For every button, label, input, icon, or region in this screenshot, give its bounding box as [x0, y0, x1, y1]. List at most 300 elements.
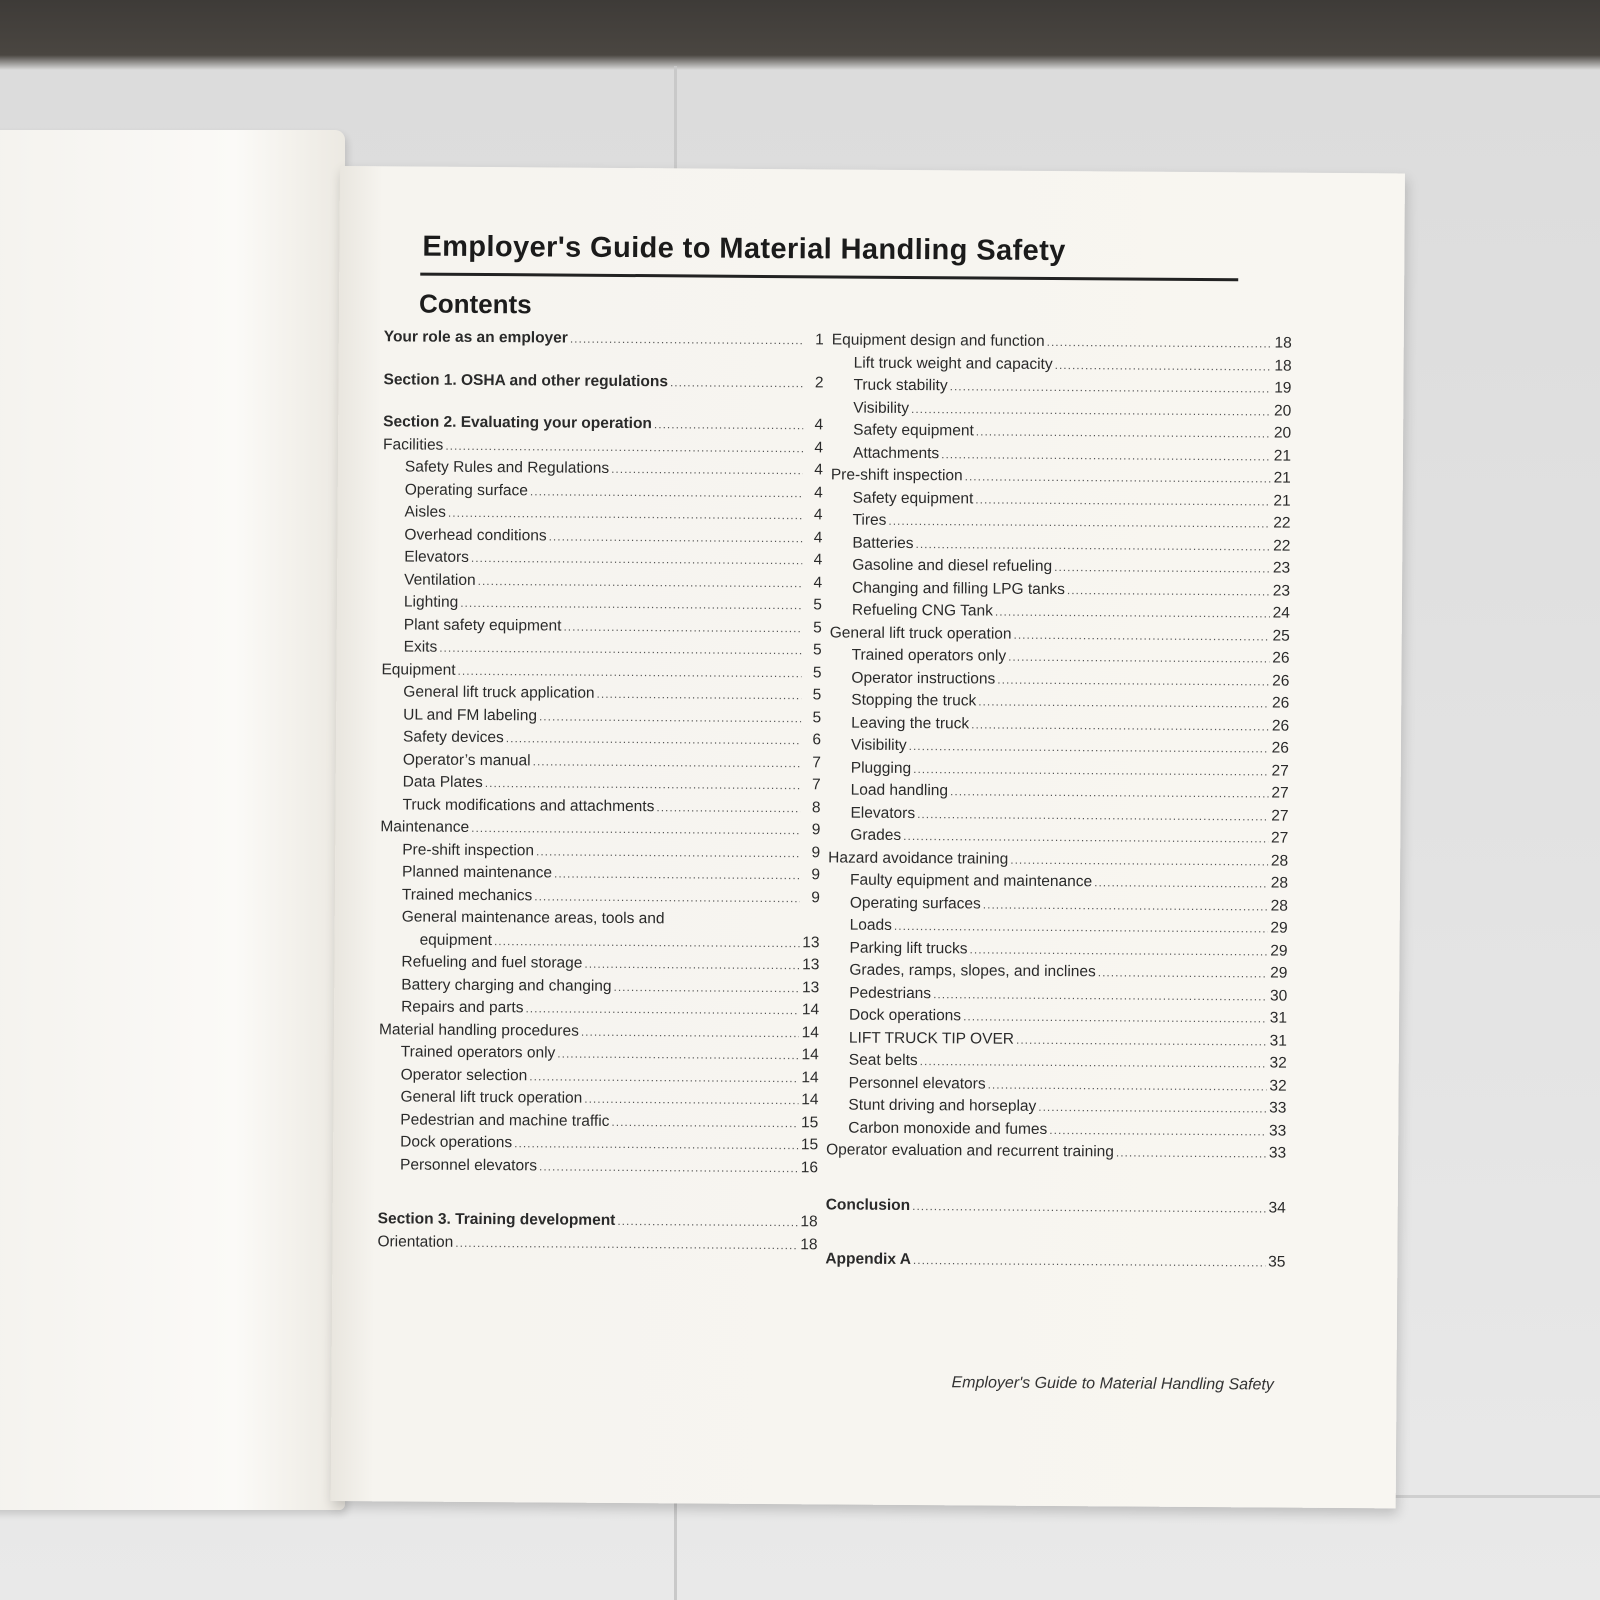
toc-dot-leader	[1038, 1100, 1266, 1116]
toc-entry-label: Operating surface	[404, 480, 529, 499]
toc-dot-leader	[909, 739, 1269, 756]
toc-entry-label: Equipment design and function	[831, 331, 1045, 350]
toc-entry	[382, 616, 822, 642]
toc-gap	[378, 1178, 818, 1213]
toc-dot-leader	[913, 762, 1269, 778]
toc-entry	[827, 961, 1287, 987]
toc-entry	[378, 1210, 818, 1236]
toc-dot-leader	[903, 829, 1268, 846]
toc-entry	[831, 466, 1291, 492]
toc-dot-leader	[557, 1047, 799, 1063]
contents-page	[331, 166, 1405, 1508]
toc-entry	[381, 728, 821, 754]
toc-entry-label: Visibility	[850, 736, 907, 754]
toc-entry	[379, 998, 819, 1024]
toc-entry-page: 23	[1272, 559, 1291, 577]
toc-entry-label: Tires	[852, 511, 887, 529]
toc-entry-label: Data Plates	[402, 773, 483, 792]
toc-dot-leader	[971, 717, 1269, 733]
toc-dot-leader	[439, 641, 801, 658]
toc-entry	[382, 593, 822, 619]
toc-entry-label: Refueling CNG Tank	[851, 601, 993, 620]
toc-dot-leader	[911, 401, 1271, 418]
toc-entry	[379, 953, 819, 979]
toc-entry-page: 27	[1271, 762, 1289, 780]
toc-entry-page: 15	[801, 1113, 819, 1131]
toc-dot-leader	[455, 1235, 797, 1251]
toc-entry-label: Appendix A	[825, 1250, 911, 1269]
toc-entry	[829, 691, 1289, 717]
toc-right-column	[825, 331, 1292, 1276]
toc-entry-page: 14	[801, 1091, 819, 1109]
toc-entry	[828, 894, 1288, 920]
toc-entry-page: 4	[813, 551, 823, 569]
toc-entry	[377, 1233, 817, 1259]
toc-entry-label: General lift truck operation	[400, 1088, 583, 1107]
toc-entry	[383, 413, 823, 439]
toc-entry	[826, 1119, 1286, 1145]
toc-entry-label: Personnel elevators	[399, 1155, 538, 1174]
toc-entry	[380, 818, 820, 844]
toc-entry-label: Battery charging and changing	[401, 975, 612, 995]
toc-entry-page: 13	[802, 933, 820, 951]
toc-dot-leader	[917, 807, 1268, 823]
toc-dot-leader	[913, 1253, 1266, 1269]
toc-dot-leader	[656, 800, 800, 815]
toc-entry-page: 9	[811, 821, 821, 839]
toc-entry-label: Truck stability	[853, 376, 948, 395]
toc-entry	[827, 984, 1287, 1010]
toc-entry	[831, 399, 1291, 425]
toc-dot-leader	[965, 469, 1271, 485]
toc-entry-page: 27	[1271, 784, 1289, 802]
toc-dot-leader	[549, 529, 803, 545]
toc-dot-leader	[460, 596, 802, 612]
toc-dot-leader	[976, 424, 1271, 440]
toc-entry	[383, 458, 823, 484]
toc-entry-page: 14	[801, 1023, 820, 1041]
toc-dot-leader	[611, 1114, 798, 1129]
title-underline	[420, 273, 1238, 282]
toc-entry-page: 14	[801, 1001, 820, 1019]
toc-entry-label: Safety Rules and Regulations	[404, 458, 610, 477]
toc-entry-page: 9	[811, 888, 820, 906]
toc-dot-leader	[1098, 965, 1268, 980]
toc-dot-leader	[584, 957, 799, 973]
toc-entry	[384, 328, 824, 354]
toc-dot-leader	[458, 663, 802, 679]
toc-dot-leader	[995, 605, 1270, 621]
toc-entry-page: 21	[1273, 492, 1291, 510]
toc-entry-page: 4	[814, 416, 824, 434]
toc-entry-page: 26	[1271, 739, 1290, 757]
toc-entry	[382, 503, 822, 529]
toc-dot-leader	[888, 514, 1270, 531]
toc-entry-label: Seat belts	[848, 1051, 918, 1070]
toc-entry-page: 9	[811, 843, 821, 861]
toc-dot-leader	[983, 897, 1268, 913]
toc-entry-page: 7	[812, 776, 821, 794]
toc-entry-page: 14	[801, 1068, 819, 1086]
toc-dot-leader	[485, 776, 801, 792]
toc-entry-label: Visibility	[853, 399, 910, 417]
toc-entry-label: Leaving the truck	[851, 714, 970, 732]
page-footer: Employer's Guide to Material Handling Safety	[951, 1374, 1274, 1394]
toc-entry-label: Stopping the truck	[851, 691, 977, 710]
toc-entry-page: 24	[1272, 604, 1290, 622]
toc-dot-leader	[581, 1024, 799, 1040]
toc-entry-label: Pedestrians	[849, 984, 932, 1002]
toc-entry-page: 4	[813, 573, 823, 591]
toc-entry-page: 22	[1273, 514, 1291, 532]
toc-entry	[827, 939, 1287, 965]
toc-entry-label: Lighting	[403, 593, 459, 611]
toc-entry	[383, 481, 823, 507]
toc-entry-label: Hazard avoidance training	[828, 848, 1009, 868]
toc-entry	[382, 571, 822, 597]
toc-entry	[830, 624, 1290, 650]
toc-entry	[828, 849, 1288, 875]
toc-entry	[378, 1156, 818, 1182]
toc-dot-leader	[563, 619, 801, 635]
toc-entry-page: 28	[1270, 852, 1289, 870]
toc-entry-page: 13	[802, 956, 820, 974]
toc-entry	[379, 1043, 819, 1069]
toc-dot-leader	[506, 731, 801, 747]
toc-dot-leader	[997, 672, 1269, 688]
toc-dot-leader	[670, 375, 804, 390]
toc-entry-label: Trained mechanics	[401, 885, 533, 904]
toc-entry-page: 32	[1269, 1054, 1287, 1072]
contents-heading: Contents	[418, 288, 532, 320]
toc-dot-leader	[950, 784, 1269, 800]
toc-dot-leader	[654, 417, 803, 432]
toc-dot-leader	[529, 1069, 798, 1085]
toc-entry-label: Personnel elevators	[848, 1074, 986, 1093]
toc-entry	[827, 1051, 1287, 1077]
toc-dot-leader	[912, 1199, 1266, 1215]
toc-dot-leader	[525, 1001, 799, 1017]
toc-entry	[380, 841, 820, 867]
toc-entry-label: Elevators	[404, 548, 469, 566]
toc-dot-leader	[941, 447, 1271, 463]
toc-dot-leader	[445, 438, 803, 454]
toc-entry	[381, 773, 821, 799]
toc-entry-page: 15	[800, 1136, 819, 1154]
toc-entry	[380, 863, 820, 889]
toc-dot-leader	[471, 551, 802, 567]
toc-dot-leader	[478, 573, 803, 589]
toc-entry-page: 20	[1273, 424, 1292, 442]
toc-dot-leader	[570, 332, 804, 348]
toc-entry-page: 26	[1271, 694, 1290, 712]
toc-entry	[826, 1096, 1286, 1122]
toc-entry	[380, 908, 820, 934]
toc-entry	[381, 751, 821, 777]
toc-entry-page: 21	[1273, 469, 1291, 487]
toc-entry-label: Section 3. Training development	[377, 1210, 616, 1229]
toc-entry	[828, 871, 1288, 897]
toc-entry-page: 31	[1269, 1032, 1287, 1050]
toc-dot-leader	[1008, 650, 1270, 666]
toc-entry-label: Plugging	[850, 759, 912, 777]
toc-entry	[830, 511, 1290, 537]
toc-entry-page: 28	[1270, 874, 1289, 892]
toc-entry	[827, 1074, 1287, 1100]
toc-entry-page: 20	[1274, 402, 1292, 420]
toc-entry-page: 5	[812, 686, 822, 704]
toc-left-column	[377, 328, 823, 1258]
toc-entry-label: Section 2. Evaluating your operation	[383, 413, 652, 433]
toc-entry	[380, 886, 820, 912]
toc-entry	[830, 534, 1290, 560]
toc-dot-leader	[1055, 357, 1272, 373]
toc-entry-label: Truck modifications and attachments	[402, 795, 655, 815]
toc-entry	[830, 579, 1290, 605]
toc-entry-label: Safety equipment	[853, 421, 974, 440]
toc-entry	[830, 601, 1290, 627]
toc-entry-page: 4	[814, 461, 823, 479]
toc-entry	[383, 371, 823, 397]
toc-entry-page: 26	[1272, 672, 1290, 690]
toc-entry-label: Carbon monoxide and fumes	[848, 1119, 1048, 1138]
toc-entry-page: 33	[1269, 1099, 1287, 1117]
toc-entry	[827, 1029, 1287, 1055]
toc-dot-leader	[448, 506, 803, 522]
toc-entry-page: 26	[1272, 649, 1290, 667]
toc-entry-page: 25	[1272, 627, 1290, 645]
toc-entry-label: Operator selection	[400, 1065, 528, 1084]
toc-entry-label: Elevators	[850, 804, 916, 822]
toc-entry	[830, 646, 1290, 672]
toc-entry-label: Operator instructions	[851, 669, 996, 688]
toc-entry	[381, 683, 821, 709]
toc-entry	[829, 759, 1289, 785]
toc-entry-label: UL and FM labeling	[403, 705, 538, 724]
toc-entry	[832, 354, 1292, 380]
toc-entry	[826, 1196, 1286, 1222]
toc-entry-page: 5	[813, 618, 822, 636]
toc-entry-label: Load handling	[850, 781, 949, 800]
toc-dot-leader	[530, 484, 803, 500]
toc-entry	[379, 1021, 819, 1047]
toc-dot-leader	[1067, 583, 1270, 598]
toc-entry-label: Equipment	[381, 660, 456, 679]
toc-entry-label: Parking lift trucks	[849, 939, 968, 957]
toc-dot-leader	[933, 987, 1267, 1003]
toc-entry-page: 34	[1268, 1199, 1286, 1217]
toc-entry-page: 13	[801, 978, 820, 996]
toc-entry	[830, 556, 1290, 582]
toc-dot-leader	[584, 1092, 798, 1107]
toc-entry-label: Section 1. OSHA and other regulations	[383, 370, 669, 390]
toc-dot-leader	[1047, 335, 1272, 351]
toc-entry-label: Lift truck weight and capacity	[853, 354, 1053, 373]
toc-entry-page: 33	[1268, 1144, 1287, 1162]
toc-entry	[379, 976, 819, 1002]
toc-entry-page: 29	[1270, 919, 1288, 937]
toc-entry-page: 1	[815, 331, 824, 349]
toc-entry	[382, 638, 822, 664]
toc-dot-leader	[988, 1077, 1267, 1093]
toc-dot-leader	[975, 492, 1270, 508]
toc-dot-leader	[613, 979, 799, 994]
toc-entry-label: Dock operations	[400, 1133, 513, 1152]
toc-entry-label: Trained operators only	[400, 1043, 556, 1062]
toc-dot-leader	[1116, 1145, 1266, 1160]
toc-entry-page: 14	[801, 1046, 819, 1064]
toc-entry	[832, 331, 1292, 357]
toc-entry-page: 19	[1274, 379, 1292, 397]
toc-dot-leader	[1016, 1032, 1267, 1048]
toc-entry-page: 29	[1270, 942, 1288, 960]
toc-entry	[828, 826, 1288, 852]
toc-entry-label: Grades, ramps, slopes, and inclines	[849, 961, 1096, 981]
toc-dot-leader	[536, 844, 800, 860]
toc-entry-label: General lift truck operation	[829, 623, 1012, 643]
toc-entry-page: 22	[1273, 537, 1291, 555]
toc-gap	[825, 1218, 1285, 1253]
toc-entry-page: 18	[800, 1235, 818, 1253]
toc-dot-leader	[471, 821, 800, 837]
toc-entry	[379, 1066, 819, 1092]
toc-entry	[828, 916, 1288, 942]
toc-dot-leader	[920, 1054, 1267, 1070]
toc-entry-label: General maintenance areas, tools and	[401, 908, 665, 928]
toc-entry-page: 5	[812, 708, 822, 726]
toc-entry-label: Material handling procedures	[378, 1020, 579, 1040]
toc-entry-label: Maintenance	[380, 818, 470, 836]
toc-dot-leader	[1094, 875, 1268, 890]
document-title: Employer's Guide to Material Handling Safety	[422, 230, 1066, 268]
toc-dot-leader	[617, 1214, 797, 1229]
toc-entry	[831, 376, 1291, 402]
toc-entry-label: Overhead conditions	[404, 525, 547, 544]
toc-entry-label: Plant safety equipment	[403, 615, 562, 635]
toc-entry	[829, 781, 1289, 807]
toc-entry-page: 30	[1269, 987, 1288, 1005]
toc-entry-label: Pedestrian and machine traffic	[400, 1110, 610, 1130]
toc-entry	[831, 444, 1291, 470]
toc-entry-label: Operating surfaces	[849, 894, 981, 912]
toc-entry-page: 5	[812, 641, 822, 659]
toc-entry-page: 6	[812, 731, 822, 749]
toc-entry-page: 5	[813, 596, 823, 614]
toc-entry-label: Facilities	[382, 435, 444, 454]
toc-gap	[826, 1164, 1286, 1199]
toc-entry-page: 18	[800, 1213, 818, 1231]
toc-entry	[831, 489, 1291, 515]
toc-entry	[378, 1088, 818, 1114]
toc-entry-label: Operator’s manual	[402, 750, 531, 769]
toc-entry-page: 4	[814, 438, 824, 456]
toc-entry-page: 29	[1270, 964, 1288, 982]
toc-entry-label: Pre-shift inspection	[830, 466, 963, 485]
toc-dot-leader	[894, 919, 1268, 936]
toc-entry	[829, 736, 1289, 762]
toc-entry-label: Attachments	[852, 444, 940, 462]
toc-dot-leader	[611, 462, 803, 477]
toc-entry	[378, 1133, 818, 1159]
toc-entry-label: Grades	[850, 826, 902, 844]
toc-entry	[381, 706, 821, 732]
toc-entry	[829, 714, 1289, 740]
toc-entry-label: Orientation	[377, 1232, 454, 1251]
toc-entry	[380, 796, 820, 822]
toc-dot-leader	[1054, 560, 1270, 576]
toc-entry-page: 2	[814, 373, 824, 391]
toc-entry-label: Operator evaluation and recurrent training	[826, 1141, 1114, 1161]
toc-entry-label: Conclusion	[825, 1195, 911, 1214]
toc-entry-page: 18	[1274, 334, 1292, 352]
toc-entry	[382, 548, 822, 574]
toc-entry-label: Loads	[849, 916, 893, 934]
toc-entry-page: 35	[1268, 1253, 1286, 1271]
toc-dot-leader	[554, 867, 800, 883]
toc-entry-label: LIFT TRUCK TIP OVER	[848, 1029, 1015, 1048]
toc-entry-page: 23	[1272, 582, 1291, 600]
toc-entry-page: 7	[812, 753, 821, 771]
toc-dot-leader	[1010, 852, 1268, 868]
toc-entry-label: Batteries	[852, 534, 914, 552]
toc-dot-leader	[916, 537, 1271, 553]
toc-dot-leader	[539, 709, 801, 725]
toc-entry-label: Exits	[403, 638, 438, 656]
toc-entry-page: 5	[812, 663, 822, 681]
toc-entry-page: 27	[1271, 829, 1289, 847]
toc-entry-label: Aisles	[404, 503, 447, 521]
toc-dot-leader	[514, 1136, 798, 1152]
toc-entry-label: Safety devices	[402, 728, 504, 747]
toc-entry-page: 4	[813, 506, 823, 524]
toc-entry-label: Gasoline and diesel refueling	[852, 556, 1053, 575]
toc-entry	[829, 669, 1289, 695]
toc-entry-page: 26	[1271, 717, 1290, 735]
toc-dot-leader	[978, 694, 1269, 710]
toc-entry-label: Trained operators only	[851, 646, 1007, 665]
toc-dot-leader	[1049, 1122, 1266, 1138]
toc-dot-leader	[950, 379, 1272, 395]
toc-entry-label: Changing and filling LPG tanks	[852, 579, 1065, 598]
toc-entry-label: Repairs and parts	[401, 998, 524, 1017]
toc-entry-page: 8	[811, 798, 821, 816]
toc-entry	[828, 804, 1288, 830]
toc-entry	[378, 1111, 818, 1137]
toc-entry-page: 28	[1270, 897, 1288, 915]
toc-entry-page: 4	[814, 483, 823, 501]
toc-entry-label: Refueling and fuel storage	[401, 953, 583, 972]
toc-entry-label: Planned maintenance	[402, 863, 553, 882]
toc-dot-leader	[597, 687, 802, 702]
toc-dot-leader	[963, 1009, 1267, 1025]
toc-entry-page: 9	[811, 866, 821, 884]
toc-entry	[827, 1006, 1287, 1032]
toc-entry-label: General lift truck application	[403, 683, 595, 702]
toc-entry-label: Ventilation	[404, 570, 476, 589]
toc-dot-leader	[494, 934, 800, 950]
toc-entry	[383, 436, 823, 462]
toc-dot-leader	[539, 1159, 798, 1175]
toc-entry	[382, 526, 822, 552]
toc-entry	[825, 1250, 1285, 1276]
toc-dot-leader	[534, 889, 800, 905]
toc-dot-leader	[970, 942, 1268, 958]
toc-entry-page: 32	[1269, 1077, 1287, 1095]
toc-entry-label: Dock operations	[849, 1006, 962, 1025]
toc-entry-label: Your role as an employer	[383, 328, 568, 347]
toc-entry	[831, 421, 1291, 447]
toc-entry-page: 4	[813, 528, 823, 546]
